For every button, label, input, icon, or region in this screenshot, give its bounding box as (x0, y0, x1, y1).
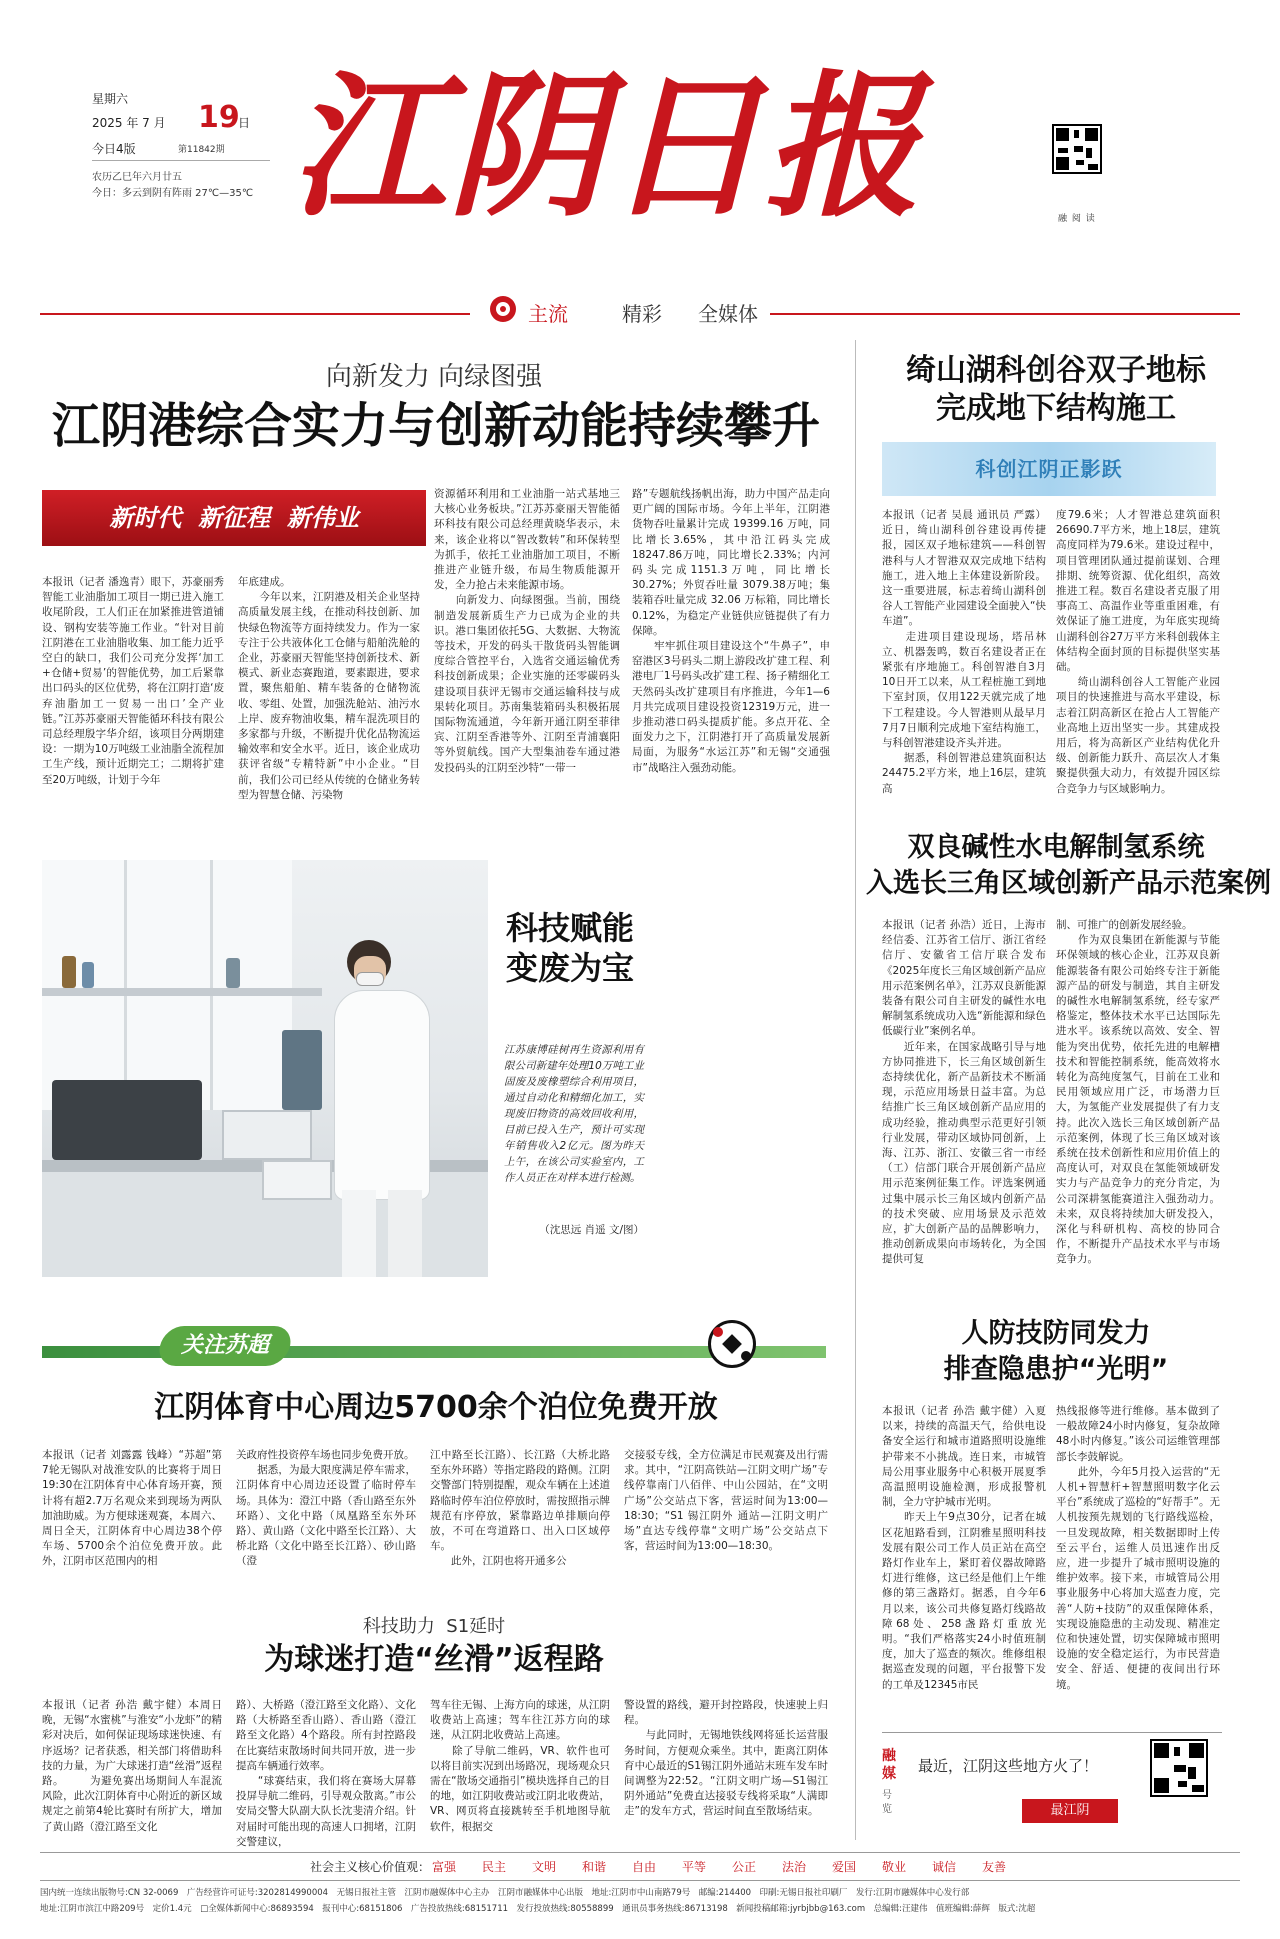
lead-col-1: 本报讯（记者 潘逸青）眼下，苏豪丽秀智能工业油脂加工项目一期已进入施工收尾阶段，工人们正在加紧推进管道铺设、钢构安装等施工作业。“针对目前江阴港在工业油脂收集、加工能力近乎空白的缺口，我们公司充分发挥‘加工+仓储+贸易’的智能优势，加工后紧靠出口码头的区位优势，将在江阴打造‘废弃油脂加工一贸易一出口’全产业链。”江苏苏豪丽天智能循环科技有限公司总经理殷字华介绍，该项目分两期建设：一期为10万吨级工业油脂全流程加工生产线，预计近期完工；二期将扩建至20万吨级，计划于今年 (42, 576, 224, 786)
right2-headline-1: 双良碱性水电解制氢系统 (907, 832, 1205, 863)
weekday: 星期六 (92, 92, 129, 106)
photo-title-1: 科技赋能 (505, 909, 634, 947)
edition-label: 今日4版 (92, 142, 136, 156)
value-item-7: 公正 (732, 1860, 757, 1874)
value-item-1: 富强 (432, 1860, 457, 1874)
media-label: 融媒 (882, 1748, 896, 1782)
media-sub: 号 览 (882, 1790, 892, 1815)
photo-caption: 江苏康博硅树再生资源利用有限公司新建年处理10万吨工业固废及废橡塑综合利用项目，通过自动化和精细化加工，实现废旧物资的高效回收利用，目前已投入生产，预计可实现年销售收入2亿元。图为昨天上午，在该公司实验室内，工作人员正在对样本进行检测。 (504, 1044, 644, 1184)
focus-banner-label: 关注苏超 (180, 1333, 269, 1358)
metro-col-2: 路）、大桥路（澄江路至文化路）、文化路（大桥路至香山路）、香山路（澄江路至文化路）4个路段。所有封控路段在比赛结束散场时间共同开放，进一步提高车辆通行效率。 “球赛结束，我们将在赛场大屏幕投屏导航二维码，引导观众散离。”市公安局交警大队副大队长沈斐清介绍。针对届时可能出现的高速人口拥堵，江阴交警建议， (236, 1699, 416, 1848)
stadium-headline: 江阴体育中心周边5700余个泊位免费开放 (154, 1390, 718, 1425)
right2-col-1: 本报讯（记者 孙浩）近日，上海市经信委、江苏省工信厅、浙江省经信厅、安徽省工信厅联合发布《2025年度长三角区域创新产品应用示范案例名单》，江苏双良新能源装备有限公司自主研发的碱性水电解制氢系统成功入选“新能源和绿色低碳行业”案例名单。 近年来，在国家战略引导与地方协同推进下，长三角区域创新生态持续优化，新产品新技术不断涌现，示范应用场景日益丰富。为总结推广长三角区域创新产品应用的成功经验，推动典型示范更好引领行业发展，带动区域协同创新，上海、江苏、浙江、安徽三省一市经（工）信部门联合开展创新产品应用示范案例征集工作。评选案例通过集中展示长三角区域内创新产品的技术突破、应用场景及示范效应，扩大创新产品的品牌影响力，推动创新成果向市场转化，为全国提供可复 (882, 919, 1046, 1266)
footer-line-2: 地址:江阴市滨江中路209号 定价1.4元 □全媒体新闻中心:86893594 报刊中心:68151806 广告投放热线:68151711 发行投放热线:80558899 通讯员事务热线:86713198 新闻投稿邮箱:jyrbjbb@163.com 总编辑:汪建伟 值班编辑:薛辉 版式:沈超 (40, 1904, 1036, 1914)
photo-credit: （沈思远 肖遥 文/图） (539, 1224, 644, 1236)
stadium-col-1: 本报讯（记者 刘露露 钱峰）“苏超”第7轮无锡队对战淮安队的比赛将于周日19:30在江阴体育中心体育场开赛，预计将有超2.7万名观众来到现场为两队加油助威。为方便球迷观赛，本周六、周日全天，江阴体育中心周边38个停车场、5700余个泊位免费开放。此外，江阴市区范围内的相 (42, 1449, 222, 1568)
metro-col-4: 警设置的路线，避开封控路段，快速驶上归程。 与此同时，无锡地铁线网将延长运营服务时间，方便观众乘坐。其中，距离江阴体育中心最近的S1锡江阴外通站末班车发车时间调整为22:52。“江阴文明广场—S1锡江阴外通站”免费直达接驳专线将采取“人满即走”的发车方式，营运时间直至散场结束。 (624, 1699, 828, 1818)
metro-col-1: 本报讯（记者 孙浩 戴宇健）本周日晚，无锡“水蜜桃”与淮安“小龙虾”的精彩对决后，如何保证现场球迷快速、有序返场？记者获悉，相关部门将借助科技的力量，为广大球迷打造“丝滑”返程路。 为避免赛出场期间人车混流风险，此次江阴体育中心附近的新区域规定之前第4轮比赛时有所扩大，增加了黄山路（澄江路至文化 (42, 1699, 222, 1833)
media-promo (882, 1732, 1222, 1836)
date-prefix: 2025 年 7 月 (92, 116, 166, 130)
media-qr-code-icon[interactable] (1150, 1739, 1208, 1797)
values-label: 社会主义核心价值观： (310, 1860, 431, 1874)
right1-banner-text: 科创江阴正影跃 (975, 457, 1123, 481)
qr-code-icon[interactable] (1052, 124, 1102, 174)
air-headline-2: 排查隐患护“光明” (943, 1354, 1169, 1385)
metro-kicker: 科技助力 S1延时 (362, 1616, 506, 1637)
stadium-col-3: 江中路至长江路）、长江路（大桥北路至东外环路）等指定路段的路侧。江阴交警部门特别提醒，观众车辆在上述道路临时停车泊位停放时，需按照指示牌规范有序停放，紧靠路边单排顺向停放，不可在弯道路口、出入口区域停车。 此外，江阴也将开通多公 (430, 1449, 610, 1568)
right2-col-2: 制、可推广的创新发展经验。 作为双良集团在新能源与节能环保领域的核心企业，江苏双良新能源装备有限公司始终专注于新能源产品的研发与制造，其自主研发的碱性水电解制氢系统，经专家严格鉴定，整体技术水平已达国际先进水平。该系统以高效、安全、智能为突出优势，依托先进的电解槽技术和智能控制系统，能高效将水转化为高纯度氢气，目前在工业和民用领域应用广泛，市场潜力巨大，为氢能产业发展提供了有力支持。此次入选长三角区域创新产品示范案例，体现了长三角区域对该系统在技术创新性和应用价值上的高度认可，对双良在氢能领域研发实力与产品竞争力的充分肯定，为公司深耕氢能赛道注入强劲动力。未来，双良将持续加大研发投入，深化与科研机构、高校的协同合作，不断提升产品技术水平与市场竞争力。 (1056, 919, 1220, 1266)
swirl-logo-icon (490, 296, 516, 322)
weather-info: 今日：多云到阴有阵雨 27℃—35℃ (92, 188, 254, 199)
media-promo-text: 最近，江阴这些地方火了！ (918, 1757, 1099, 1775)
value-item-11: 诚信 (932, 1860, 957, 1874)
value-item-12: 友善 (982, 1860, 1007, 1874)
air-col-2: 热线报修等进行维修。基本做到了一般故障24小时内修复，复杂故障48小时内修复。”该公司运维管理部部长李鼓解说。 此外，今年5月投入运营的“无人机+智慧杆+智慧照明数字化云平台”系统成了巡检的“好帮手”。无人机按预先规划的飞行路线巡检，一旦发现故障，相关数据即时上传至云平台，运维人员迅速作出反应，进一步提升了城市照明设施的维护效率。接下来，市城管局公用事业服务中心将加大巡查力度，完善“人防+技防”的双重保障体系，实现设施隐患的主动发现、精准定位和快速处置，切实保障城市照明设施的安全稳定运行，为市民营造安全、舒适、便捷的夜间出行环境。 (1056, 1405, 1220, 1691)
lead-headline: 江阴港综合实力与创新动能持续攀升 (51, 398, 820, 454)
slogan-item-1: 主流 (528, 302, 568, 326)
value-item-8: 法治 (782, 1860, 807, 1874)
footer-line-1: 国内统一连续出版物号:CN 32-0069 广告经营许可证号:3202814990004 无锡日报社主管 江阴市融媒体中心主办 江阴市融媒体中心出版 地址:江阴市中山南路79号 邮编:214400 印刷:无锡日报社印刷厂 发行:江阴市融媒体中心发行部 (40, 1888, 970, 1898)
value-item-9: 爱国 (832, 1860, 857, 1874)
issue-number: 第11842期 (178, 145, 225, 155)
value-item-4: 和谐 (582, 1860, 607, 1874)
right1-banner (882, 442, 1216, 496)
newspaper-title: 江阴日报 (290, 55, 922, 238)
slogan-item-3: 全媒体 (698, 302, 758, 326)
metro-col-3: 驾车往无锡、上海方向的球迷，从江阴收费站上高速；驾车往江苏方向的球迷，从江阴北收费站上高速。 除了导航二维码，VR、软件也可以将目前实况到出场路况，现场观众只需在“散场交通指引”模块选择自己的目的地，如江阴收费站或江阴北收费站，VR、网页将直接跳转至手机地图导航软件，根据交 (430, 1699, 610, 1833)
lead-col-3: 资源循环利用和工业油脂一站式基地三大核心业务板块。”江苏苏豪丽天智能循环科技有限公司总经理黄晓华表示，未来，该企业将以“智改数转”和环保转型为抓手，依托工业油脂加工项目，不断推进产业链升级，布局生物质能源开发，全力抢占未来能源市场。 向新发力、向绿图强。当前，围绕制造发展新质生产力已成为企业的共识。港口集团依托5G、大数据、大物流等技术，开发的码头干散货码头智能调度综合管控平台，入选省交通运输优秀科技创新成果；企业实施的还零碳码头建设项目获评无锡市交通运输科技与成果转化项目。苏南集装箱码头积极拓展国际物流通道，今年新开通江阴至菲律宾、江阴至香港等外、江阴至青浦襄阳等外贸航线。国产大型集油卷车通过港发投码头的江阴至沙特“一带一 (434, 488, 620, 774)
lead-banner (42, 490, 426, 546)
lead-col-2: 年底建成。 今年以来，江阴港及相关企业坚持高质量发展主线，在推动科技创新、加快绿色物流等方面持续发力。作为一家专注于公共液体化工仓储与船舶洗舱的企业，苏豪丽天智能坚持创新技术、新模式、新业态赛跑道，要素跟进，要求置，聚焦船舶、精车装备的仓储物流收、零组、处置，加强洗舱站、油污水上岸、废弃物油收集，精车混洗项目的多家都与升级，不断提升优化品物流运输效率和安全水平。近日，该企业成功获评省级“专精特新”中小企业。“目前，我们公司已经从传统的仓储业务转型为智慧仓储、污染物 (238, 576, 420, 801)
value-item-6: 平等 (682, 1860, 707, 1874)
air-col-1: 本报讯（记者 孙浩 戴宇健）入夏以来，持续的高温天气，给供电设备安全运行和城市道路照明设施维护带来不小挑战。连日来，市城管局公用事业服务中心积极开展夏季高温照明设施检测，形成报警机制，全力守护城市光明。 昨天上午9点30分，记者在城区花旭路看到，江阴雅星照明科技发展有限公司工作人员正站在高空路灯作业车上，紧盯着仪器故障路灯进行维修，这已经是他们上午维修的第三盏路灯。据悉，自今年6月以来，该公司共修复路灯线路故障68处、258盏路灯重放光明。“我们严格落实24小时值班制度，加大了巡查的频次。维修组根据巡查发现的问题，平台报警下发的工单及12345市民 (882, 1405, 1046, 1691)
value-item-3: 文明 (532, 1860, 557, 1874)
stadium-col-2: 关政府性投资停车场也同步免费开放。 据悉，为最大限度满足停车需求，江阴体育中心周边还设置了临时停车场。具体为：澄江中路（香山路至东外环路）、文化中路（凤凰路至东外环路）、黄山路（文化中路至长江路）、大桥北路（文化中路至长江路）、砂山路（澄 (236, 1449, 416, 1568)
right1-col-1: 本报讯（记者 吴晨 通讯员 严露）近日，绮山湖科创谷建设再传捷报，园区双子地标建筑——科创智港科与人才智港双双完成地下结构施工，进入地上主体建设新阶段。这一重要进展，标志着绮山湖科创谷人工智能产业园建设全面驶入“快车道”。 走进项目建设现场，塔吊林立、机器轰鸣，数百名建设者正在紧张有序地施工。科创智港自3月10日开工以来，从工程桩施工到地下室封顶，仅用122天就完成了地下工程建设。今人智港则从最早月 7月7日顺利完成地下室结构施工，与科创智港建设齐头并进。 据悉，科创智港总建筑面积达24475.2平方米，地上16层，建筑高 (882, 509, 1046, 795)
stadium-col-4: 交接驳专线，全方位满足市民观赛及出行需求。其中，“江阴高铁站—江阴文明广场”专线停靠南门八佰伴、中山公园站，在“文明广场”公交站点下客，营运时间为13:00—18:30；“S1 锡江阴外 通站—江阴文明广场”直达专线停靠“文明广场”公交站点下客，营运时间为13:00—18:30。 (624, 1449, 828, 1553)
lunar-date: 农历乙巳年六月廿五 (92, 172, 182, 183)
soccer-ball-icon (708, 1320, 756, 1368)
qr-caption: 融 阅 读 (1058, 214, 1096, 224)
air-headline-1: 人防技防同发力 (961, 1318, 1151, 1349)
lead-kicker: 向新发力 向绿图强 (325, 362, 543, 392)
right1-headline-2: 完成地下结构施工 (936, 391, 1176, 426)
lead-col-4: 路”专题航线扬帆出海，助力中国产品走向更广阔的国际市场。今年上半年，江阴港货物吞吐量累计完成 19399.16 万吨，同比增长3.65%，其中沿江码头完成 18247.86万吨，同比增长2.33%；内河码头完成1151.3万吨，同比增长30.27%；外贸吞吐量 3079.38万吨；集装箱吞吐量完成 32.06 万标箱，同比增长0.12%，为稳定产业链供应链提供了有力保障。 牢牢抓住项目建设这个“牛鼻子”，申窑港区3号码头二期上游段改扩建工程、利港电厂1号码头改扩建工程、扬子精细化工天然码头改扩建项目有序推进，今年1—6月共完成项目建设投资12319万元，进一步推动港口码头提质扩能。多点开花、全面发力之下，江阴港打开了高质量发展新局面，为服务“水运江苏”和无锡“交通强市”战略注入强劲动能。 (632, 488, 830, 774)
media-promo-button[interactable]: 最江阴 (1022, 1799, 1118, 1823)
lead-banner-text: 新时代 新征程 新伟业 (109, 504, 359, 532)
value-item-5: 自由 (632, 1860, 657, 1874)
slogan-item-2: 精彩 (622, 302, 662, 326)
value-item-2: 民主 (482, 1860, 507, 1874)
metro-headline: 为球迷打造“丝滑”返程路 (264, 1642, 604, 1677)
values-list (432, 1858, 1032, 1875)
date-day: 19 (198, 100, 240, 135)
right1-col-2: 度79.6米；人才智港总建筑面积26690.7平方米，地上18层，建筑高度同样为79.6米。建设过程中，项目管理团队通过提前谋划、合理排期、统筹资源、优化组织，高效推进工程。数百名建设者克服了用事高工、高温作业等重重困难，有效保证了施工进度，为年底实现绮山湖科创谷27万平方米科创载体主体结构全面封顶的目标提供坚实基础。 绮山湖科创谷人工智能产业园项目的快速推进与高水平建设，标志着江阴高新区在抢占人工智能产业高地上迈出坚实一步。其建成投用后，将为高新区产业结构优化升级、创新能力跃升、高层次人才集聚提供强大动力，有效提升园区综合竞争力与区域影响力。 (1056, 509, 1220, 795)
photo-title-2: 变废为宝 (505, 949, 634, 987)
right1-headline-1: 绮山湖科创谷双子地标 (906, 353, 1206, 388)
value-item-10: 敬业 (882, 1860, 907, 1874)
right2-headline-2: 入选长三角区域创新产品示范案例 (866, 868, 1271, 899)
date-suffix: 日 (238, 116, 251, 130)
